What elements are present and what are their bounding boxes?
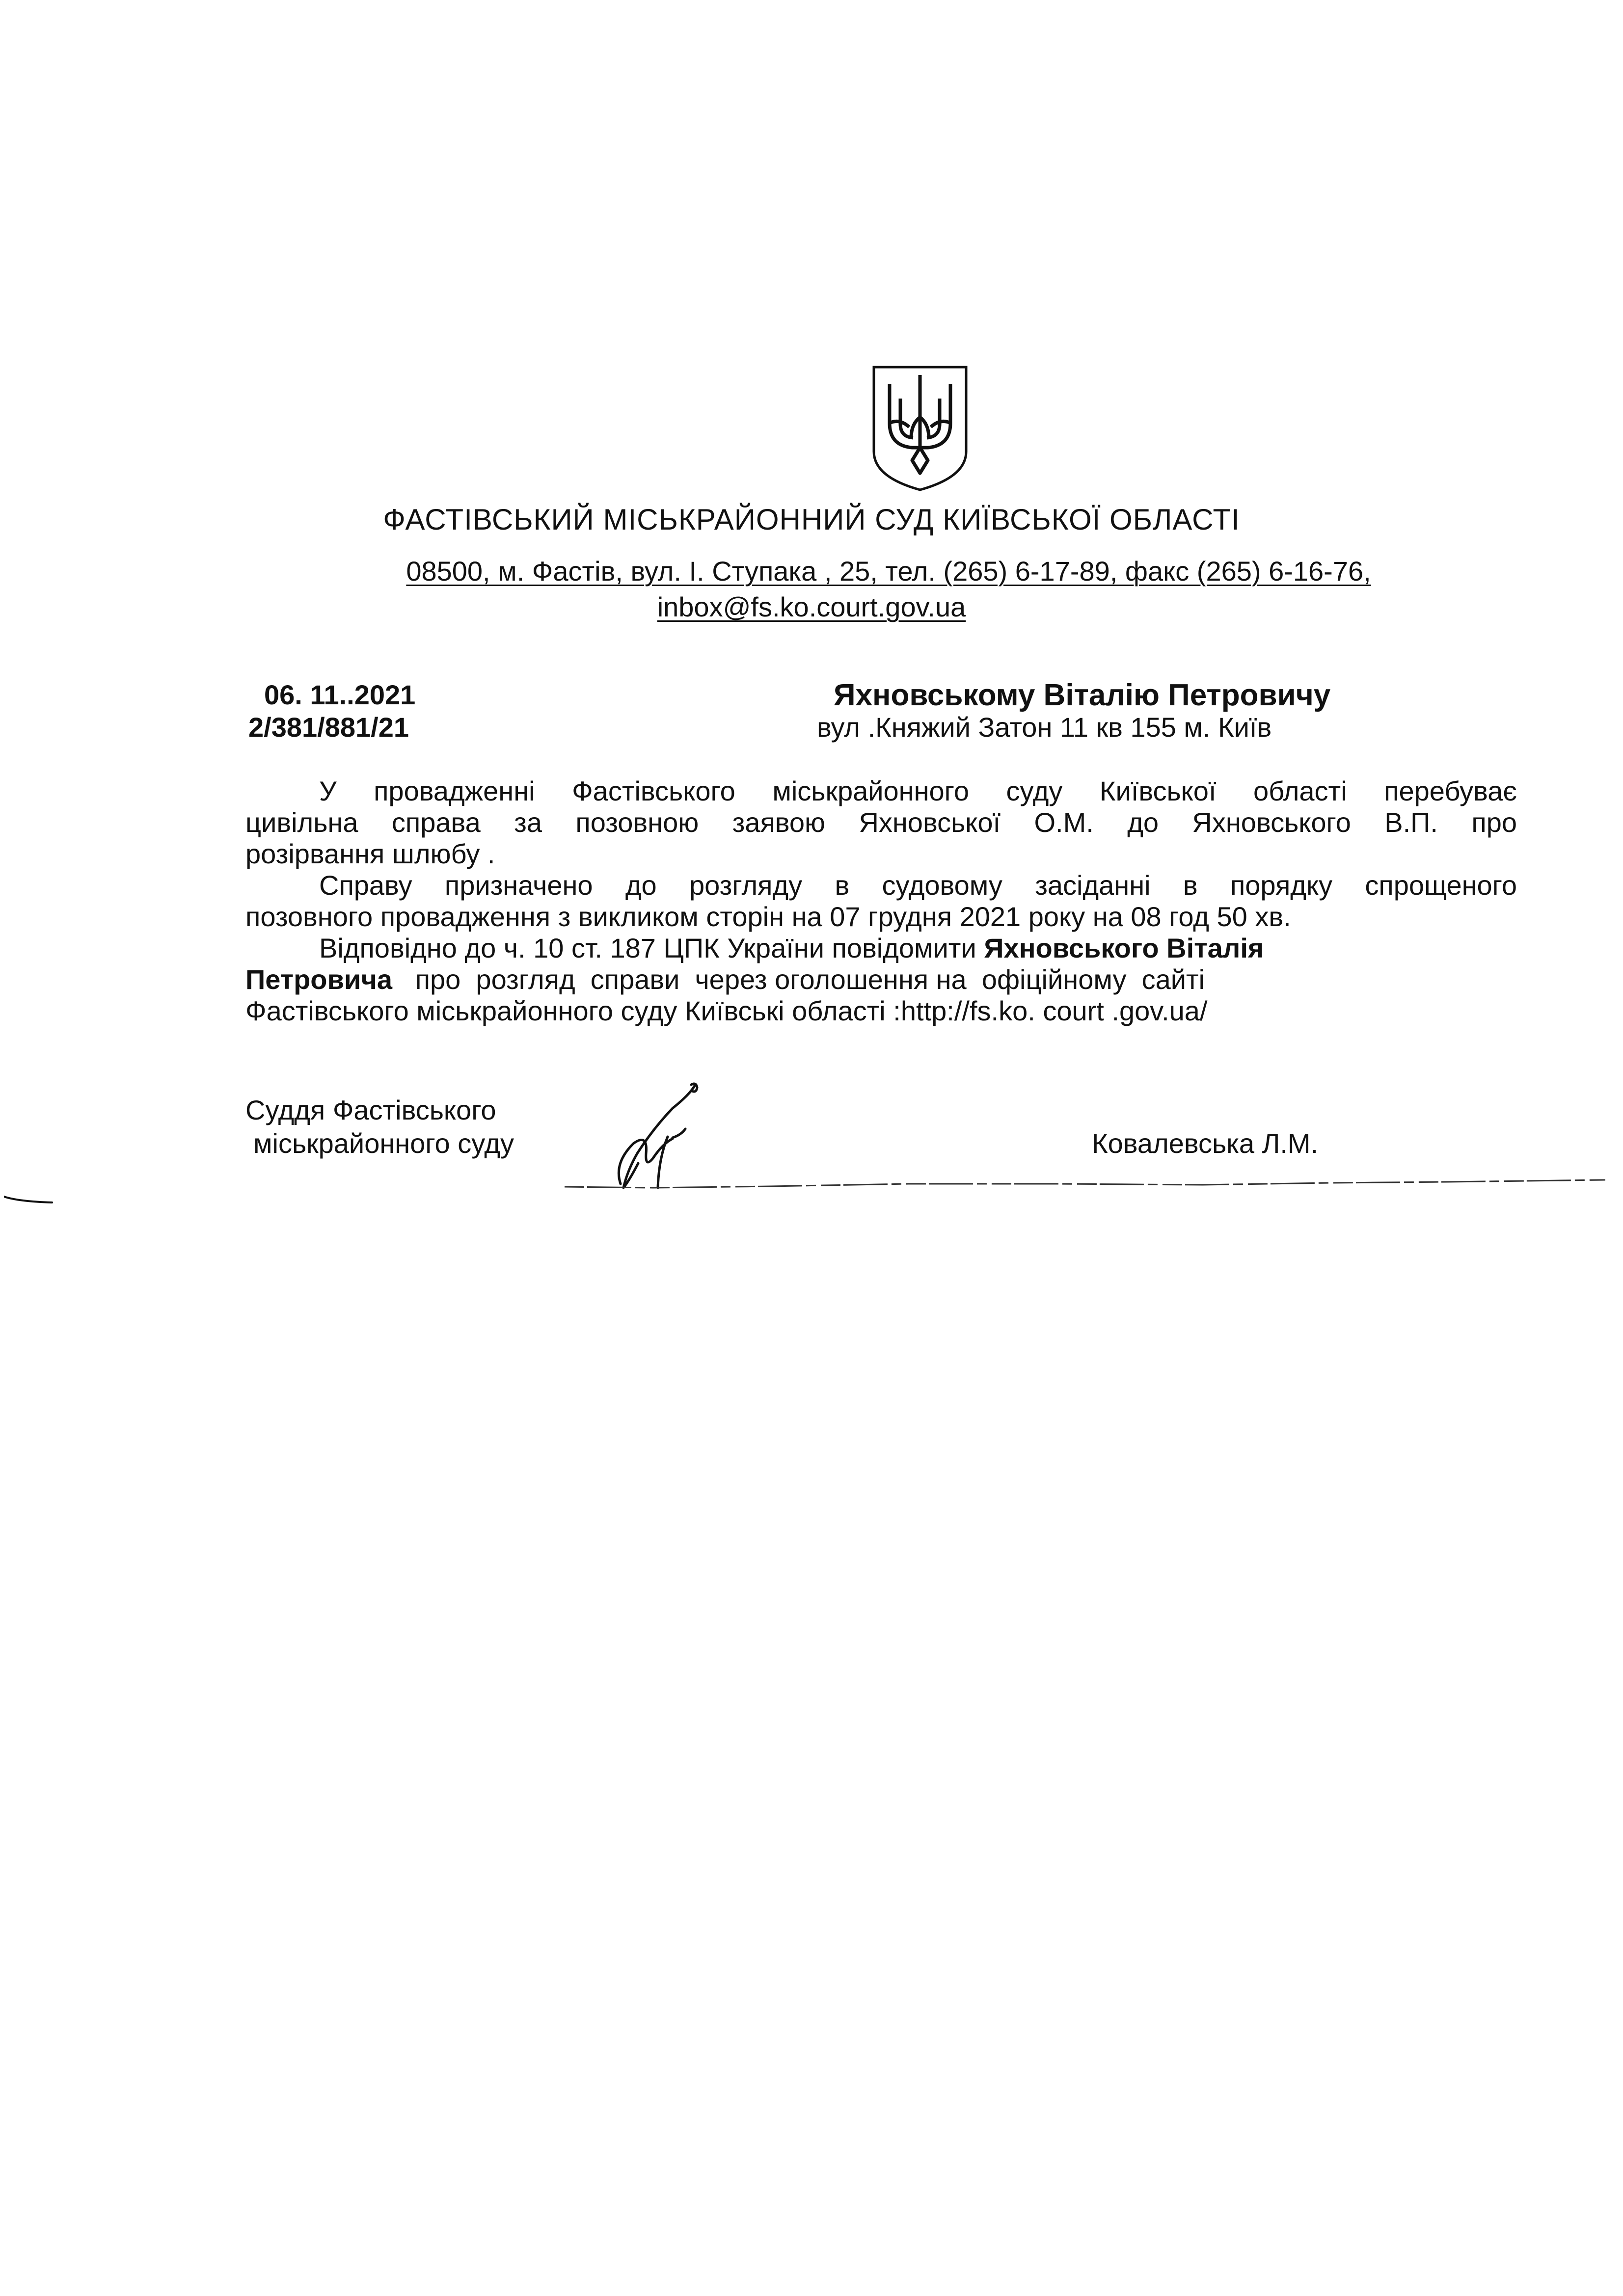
- paragraph-line: [245, 933, 1517, 964]
- letter-body: [245, 775, 1517, 1027]
- case-number: 2/381/881/21: [248, 712, 409, 743]
- signature-rule: [565, 1178, 1605, 1193]
- judge-name: Ковалевська Л.М.: [1092, 1128, 1319, 1159]
- paragraph-line: [245, 964, 1517, 995]
- court-name: ФАСТІВСЬКИЙ МІСЬКРАЙОННИЙ СУД КИЇВСЬКОЇ ОБЛАСТІ: [383, 503, 1240, 536]
- coat-of-arms-icon: [870, 364, 970, 493]
- notice-text: Відповідно до ч. 10 ст. 187 ЦПК України повідомити: [319, 933, 976, 963]
- judge-title-line2: міськрайонного суду: [253, 1128, 514, 1159]
- paragraph-line: цивільна справа за позовною заявою Яхновської О.М. до Яхновського В.П. про: [245, 807, 1517, 838]
- paragraph-line: позовного провадження з викликом сторін на 07 грудня 2021 року на 08 год 50 хв.: [245, 901, 1291, 932]
- recipient-address: вул .Княжий Затон 11 кв 155 м. Київ: [817, 712, 1272, 743]
- court-address: 08500, м. Фастів, вул. І. Ступака , 25, тел. (265) 6-17-89, факс (265) 6-16-76,: [406, 556, 1371, 587]
- judge-title-line1: Суддя Фастівського: [245, 1095, 496, 1125]
- paragraph-line: У провадженні Фастівського міськрайонного суду Київської області перебуває: [319, 775, 1517, 806]
- recipient-name: Яхновському Віталію Петровичу: [834, 678, 1331, 712]
- court-email: inbox@fs.ko.court.gov.ua: [657, 591, 966, 622]
- defendant-name: Яхновського Віталія: [984, 933, 1264, 963]
- notice-text: про розгляд справи через оголошення на офіційному сайті: [392, 964, 1205, 995]
- paragraph-line: Справу призначено до розгляду в судовому засіданні в порядку спрощеного: [319, 870, 1517, 901]
- defendant-patronymic: Петровича: [245, 964, 393, 995]
- paragraph-line: розірвання шлюбу .: [245, 838, 495, 869]
- paragraph-line: Фастівського міськрайонного суду Київські області :http://fs.ko. court .gov.ua/: [245, 995, 1208, 1026]
- scan-edge-mark: [4, 1195, 53, 1206]
- document-date: 06. 11..2021: [264, 679, 416, 710]
